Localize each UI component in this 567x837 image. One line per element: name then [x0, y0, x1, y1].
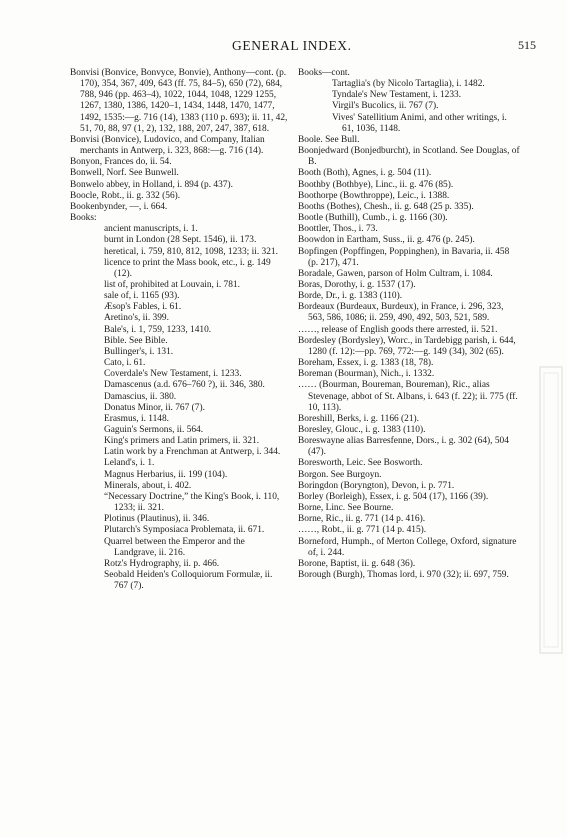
- index-subentry: Virgil's Bucolics, ii. 767 (7).: [332, 101, 439, 112]
- index-subentry: Rotz's Hydrography, ii. p. 466.: [104, 558, 220, 569]
- index-entry: Boras, Dorothy, i. g. 1537 (17).: [298, 279, 416, 290]
- index-subentry: “Necessary Doctrine,” the King's Book, i. 110, 1233; ii. 321.: [104, 491, 280, 514]
- index-entry: Borneford, Humph., of Merton College, Oxford, signature of, i. 244.: [298, 536, 517, 558]
- index-entry: Boreswayne alias Barresfenne, Dors., i. g. 302 (64), 504 (47).: [298, 436, 509, 458]
- index-subentry: licence to print the Mass book, etc., i. g. 149 (12).: [104, 257, 271, 279]
- index-entry: Boocle, Robt., ii. g. 332 (56).: [70, 190, 181, 201]
- page-number: 515: [518, 38, 536, 52]
- library-stamp-watermark: [538, 365, 564, 655]
- index-entry: Boothorpe (Bowthroppe), Leic., i. 1388.: [298, 190, 450, 201]
- index-subentry: Erasmus, i. 1148.: [104, 413, 170, 424]
- index-subentry: Aretino's, ii. 399.: [104, 313, 169, 324]
- index-subentry: Cato, i. 61.: [104, 358, 146, 369]
- index-subentry: Plutarch's Symposiaca Problemata, ii. 671.: [104, 525, 265, 536]
- index-subentry: heretical, i. 759, 810, 812, 1098, 1233; ii. 321.: [104, 246, 278, 257]
- running-header: [0, 38, 567, 58]
- index-subentry: Bible. See Bible.: [104, 335, 168, 346]
- index-entry: Boothby (Bothbye), Linc., ii. g. 476 (85).: [298, 179, 454, 190]
- index-column-right: [298, 68, 520, 581]
- index-subentry: Latin work by a Frenchman at Antwerp, i. 344.: [104, 447, 281, 458]
- index-entry: Boowdon in Eartham, Suss., ii. g. 476 (p. 245).: [298, 235, 475, 246]
- index-entry: Borough (Burgh), Thomas lord, i. 970 (32); ii. 697, 759.: [298, 570, 509, 581]
- index-subentry: sale of, i. 1165 (93).: [104, 291, 180, 302]
- index-subentry: Plotinus (Plautinus), ii. 346.: [104, 514, 210, 525]
- index-entry: Bonwelo abbey, in Holland, i. 894 (p. 437).: [70, 179, 233, 190]
- index-entry: Booths (Bothes), Chesh., ii. g. 648 (25 p. 335).: [298, 201, 474, 212]
- index-entry: Borone, Baptist, ii. g. 648 (36).: [298, 558, 416, 569]
- index-entry: Bonvisi (Bonvice), Ludovico, and Company, Italian merchants in Antwerp, i. 323, 868:—g. 716 (14).: [70, 134, 265, 157]
- index-entry: Borley (Borleigh), Essex, i. g. 504 (17), 1166 (39).: [298, 491, 489, 502]
- index-subentry: Donatus Minor, ii. 767 (7).: [104, 402, 205, 413]
- index-entry: Boringdon (Boryngton), Devon, i. p. 771.: [298, 480, 455, 491]
- index-subentry: Tyndale's New Testament, i. 1233.: [332, 90, 462, 101]
- index-entry: Bordesley (Bordysley), Worc., in Tardebigg parish, i. 644, 1280 (f. 12):—pp. 769, 772:—g. 149 (34), 302 (65).: [298, 335, 516, 357]
- index-subentry: Leland's, i. 1.: [104, 458, 155, 469]
- index-entry: Bonvisi (Bonvice, Bonvyce, Bonvie), Anthony—cont. (p. 170), 354, 367, 409, 643 (ff. 75, 84–5), 650 (72), 684, 788, 946 (pp. 463–4), 1022, 1044, 1048, 1229 1255, 1267, 1380, 1386, 1420–1, 1434, 1448, 1470, 1477, 1492, 1535:—g. 716 (14), 1383 (110 p. 693); ii. 11, 42, 51, 70, 88, 97 (1, 2), 132, 188, 207, 247, 387, 618.: [70, 68, 288, 134]
- index-subentry: Bullinger's, i. 131.: [104, 346, 174, 357]
- index-subentry: King's primers and Latin primers, ii. 321.: [104, 436, 260, 447]
- index-entry: …… (Bourman, Boureman, Boureman), Ric., alias Stevenage, abbot of St. Albans, i. 643 (f. 22); ii. 775 (ff. 10, 113).: [298, 380, 518, 413]
- index-entry: Boresley, Glouc., i. g. 1383 (110).: [298, 425, 426, 435]
- index-subentry: Coverdale's New Testament, i. 1233.: [104, 369, 242, 380]
- index-subentry: Tartaglia's (by Nicolo Tartaglia), i. 1482.: [332, 79, 485, 90]
- index-subentry: Damascenus (a.d. 676–760 ?), ii. 346, 380.: [104, 380, 265, 391]
- index-entry: ……, release of English goods there arrested, ii. 521.: [298, 324, 498, 335]
- index-entry: Boonjedward (Bonjedburcht), in Scotland. See Douglas, of B.: [298, 146, 520, 168]
- index-subentry: Gaguin's Sermons, ii. 564.: [104, 425, 204, 435]
- index-entry: Borne, Ric., ii. g. 771 (14 p. 416).: [298, 514, 426, 525]
- index-subentry: list of, prohibited at Louvain, i. 781.: [104, 279, 240, 290]
- index-entry: Boole. See Bull.: [298, 134, 360, 145]
- index-entry: Bopfingen (Popffingen, Poppinghen), in Bavaria, ii. 458 (p. 217), 471.: [298, 246, 510, 268]
- index-entry: Books—cont.: [298, 68, 350, 78]
- index-entry: Bootle (Buthill), Cumb., i. g. 1166 (30).: [298, 213, 448, 224]
- index-subentry: Bale's, i. 1, 759, 1233, 1410.: [104, 324, 212, 335]
- index-entry: Boradale, Gawen, parson of Holm Cultram, i. 1084.: [298, 268, 493, 279]
- index-column-left: [70, 68, 288, 592]
- index-subentry: Minerals, about, i. 402.: [104, 480, 192, 491]
- index-subentry: Magnus Herbarius, ii. 199 (104).: [104, 469, 228, 480]
- index-entry: Boreshill, Berks, i. g. 1166 (21).: [298, 413, 419, 424]
- page-title: GENERAL INDEX.: [232, 38, 352, 53]
- index-entry: Boreham, Essex, i. g. 1383 (18, 78).: [298, 358, 434, 369]
- index-subentry: burnt in London (28 Sept. 1546), ii. 173.: [104, 235, 257, 246]
- index-entry: Borne, Linc. See Bourne.: [298, 503, 394, 514]
- index-entry: Boreman (Bourman), Nich., i. 1332.: [298, 369, 435, 380]
- index-subentry: Damascius, ii. 380.: [104, 391, 177, 402]
- index-entry: Borde, Dr., i. g. 1383 (110).: [298, 291, 403, 302]
- index-subentry: Vives' Satellitium Animi, and other writings, i. 61, 1036, 1148.: [332, 112, 507, 134]
- index-entry: Bordeaux (Burdeaux, Burdeux), in France, i. 296, 323, 563, 586, 1086; ii. 259, 490, 492, 503, 521, 589.: [298, 302, 504, 324]
- index-subentry: ancient manuscripts, i. 1.: [104, 224, 198, 235]
- index-entry: Books:: [70, 213, 97, 224]
- index-entry: Borgon. See Burgoyn.: [298, 469, 382, 480]
- index-entry: Bookenbynder, —, i. 664.: [70, 201, 168, 212]
- index-subentry: Quarrel between the Emperor and the Landgrave, ii. 216.: [104, 536, 245, 558]
- index-entry: Boottler, Thos., i. 73.: [298, 224, 378, 235]
- index-entry: Boresworth, Leic. See Bosworth.: [298, 458, 423, 469]
- index-entry: ……, Robt., ii. g. 771 (14 p. 415).: [298, 525, 427, 536]
- index-subentry: Seobald Heiden's Colloquiorum Formulæ, ii. 767 (7).: [104, 570, 273, 592]
- index-subentry: Æsop's Fables, i. 61.: [104, 302, 182, 313]
- index-entry: Bonwell, Norf. See Bunwell.: [70, 168, 179, 179]
- index-entry: Booth (Both), Agnes, i. g. 504 (11).: [298, 168, 432, 179]
- index-entry: Bonyon, Frances do, ii. 54.: [70, 157, 172, 168]
